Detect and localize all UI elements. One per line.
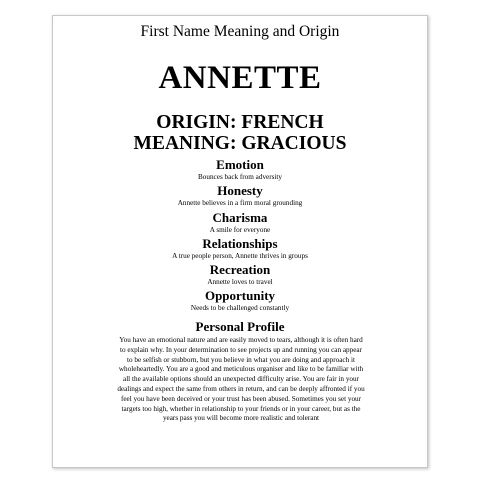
trait-description: Bounces back from adversity xyxy=(197,173,283,181)
trait-title: Recreation xyxy=(209,262,271,277)
trait-relationships xyxy=(53,236,427,260)
origin-meaning-block xyxy=(53,112,427,154)
trait-description: Needs to be challenged constantly xyxy=(190,304,290,312)
trait-charisma xyxy=(53,210,427,234)
trait-title: Emotion xyxy=(216,157,264,172)
origin-line: ORIGIN: FRENCH xyxy=(156,112,324,133)
document-header: First Name Meaning and Origin xyxy=(140,23,340,40)
trait-description: A true people person, Annette thrives in groups xyxy=(172,252,308,260)
profile-text: You have an emotional nature and are easily moved to tears, although it is often hard to explain why. In your determination to see projects up and running you can appear to be selfish or stubborn, but you believe in what you are doing and approach it wholeheartedly. You are a good and meticulous organiser and like to be familiar with all the available options should an unexpected difficulty arise. You are fair in your dealings and expect the same from others in return, and can be deeply affronted if you feel you have been deceived or your trust has been abused. Sometimes you set your targets too high, whether in relationship to your friends or in your career, but as the years pass you will become more realistic and tolerant xyxy=(117,336,365,423)
trait-description: Annette believes in a firm moral grounding xyxy=(177,199,303,207)
profile-title: Personal Profile xyxy=(195,319,285,334)
trait-title: Opportunity xyxy=(204,288,276,303)
trait-recreation xyxy=(53,262,427,286)
trait-title: Charisma xyxy=(212,210,268,225)
trait-description: Annette loves to travel xyxy=(207,278,273,286)
trait-emotion xyxy=(53,157,427,181)
meaning-line: MEANING: GRACIOUS xyxy=(133,133,347,154)
trait-title: Relationships xyxy=(202,236,278,251)
trait-description: A smile for everyone xyxy=(209,226,271,234)
trait-opportunity xyxy=(53,288,427,312)
trait-title: Honesty xyxy=(217,183,263,198)
document-page xyxy=(52,15,428,468)
trait-honesty xyxy=(53,183,427,207)
name-title: ANNETTE xyxy=(158,60,322,96)
